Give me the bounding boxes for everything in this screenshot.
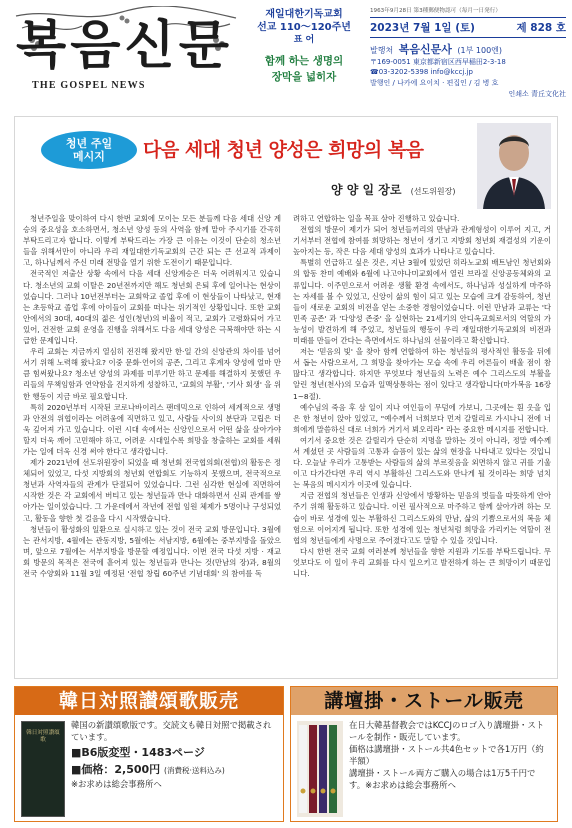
paragraph: 저는 '믿음의 빛' 을 찾아 함께 연합하여 하는 청년들의 평사적인 활동을 뒤에서 돕는 사람으로서, 그 희망을 찾아가는 모습 속에 우리 어른들이 배울 점이 참 많다고 생각합니다. 하지만 무엇보다 청년들의 노력은 예수 그리스도의 부활을 알린 청년(천사)의 모습과 일맥상통하는 점이 있다고 생각합니다(마가복음 16장 1~8절). [293, 347, 551, 401]
article-column-left [23, 213, 281, 579]
portrait-image [477, 123, 551, 209]
motto-label: 표 어 [293, 35, 315, 45]
ad-description-3: 講壇掛・ストール両方ご購入の場合は1万5千円です。※お求めは総会事務所へ [349, 768, 536, 790]
masthead [0, 0, 572, 112]
slogan-line-1: 함께 하는 생명의 [264, 55, 344, 67]
issue-date: 2023년 7월 1일 (토) [370, 22, 475, 34]
church-name: 재일대한기독교회 [265, 9, 343, 20]
publisher-label: 발행처 [370, 46, 394, 55]
paragraph: 우리 교회는 지금까지 열심히 전진해 왔지만 한·일 간의 신앙관의 차이를 넘어 서기 위해 노력해 왔나요? 이중 문화·언어의 공존, 그리고 후계자 양성에 얼마 만큼 힘써왔나요? 청소년 양성의 과제를 미루기만 하고 문제를 해결하지 못했던 우리들의 무책임함과 연약함을 진지하게 성찰하고, '교회의 부활', '기사 회생' 을 위한 행동이 지금 바로 필요합니다. [23, 347, 281, 401]
ad-body [349, 719, 551, 791]
stole-image [297, 721, 343, 817]
price-label: ■価格：2,500円 [71, 763, 161, 776]
paragraph: 지금 전협의 청년들은 인생과 신앙에서 방황하는 믿음의 벗들을 따뜻하게 안아주기 위해 활동하고 있습니다. 이런 필사적으로 마주하고 함께 살아가려 하는 모습이 바로 성경에 있는 부활하신 그리스도와의 만남, 삶의 기쁨으로서의 복음 체험으로 이어지게 됩니다. 또한 성경에 있는 청년처럼 희망을 가리키는 역할이 전협의 청년들에게 사명으로 주어졌다고도 말할 수 있을 것입니다. [293, 491, 551, 545]
stoles-picture [297, 721, 343, 817]
author-line [331, 179, 455, 198]
ad-spec-price [71, 762, 277, 778]
ad-body [71, 719, 277, 790]
ad-title: 講壇掛・ストール販売 [291, 687, 557, 715]
ad-description-2: 価格は講壇掛・ストール共4色セットで各1万円（約半額） [349, 744, 544, 766]
contact: ☎03-3202-5398 info@kccj.jp [370, 68, 473, 76]
publisher-name: 복음신문사 [398, 43, 452, 56]
headline: 다음 세대 청년 양성은 희망의 복음 [143, 139, 424, 161]
ad-spec-size: ■B6版変型・1483ページ [71, 746, 205, 759]
paragraph: 청년들이 활성화의 일환으로 실시하고 있는 것이 전국 교회 방문입니다. 3월에는 관서지방, 4월에는 관동지방, 5월에는 서남지방, 6월에는 중부지방을 돌았으며, 앞으로 7월에는 서부지방을 방문할 예정입니다. 이번 전국 다섯 지방 · 재교회 방문의 목적은 전국에 흩어져 있는 청년들과 만나는 것(만남의 장)과, 8월의 전국 수양회와 11월 3일 예정된 '전협 창립 60주년 기념대회' 의 참여를 독 [23, 524, 281, 578]
slogan-line-2: 장막을 넓히자 [271, 71, 337, 83]
author-name: 양 양 일 장로 [331, 183, 402, 197]
publication-info [370, 6, 566, 106]
paragraph: 제가 2021년에 선도위원장이 되었을 때 청년회 전국협의회(전협)의 활동은 정체되어 있었고, 다섯 지방회의 청년회 연합회도 기능하지 못했으며, 전국적으로 청년과 사역자들의 관계가 단절되어 있었습니다. 그런 심각한 현실에 직면하여 시작한 것은 각 교회에서 버티고 있는 청년들과 만나 대화하면서 신뢰 관계를 쌓아가는 일이었습니다. 그 가운데에서 작년에 전협 임원 체제가 5명이나 구성되었고, 활동을 향한 첫 걸음을 다시 시작했습니다. [23, 458, 281, 523]
staff-line: 발행인 / 나카에 요이치 · 편집인 / 김 병 호 [370, 79, 499, 87]
youth-sunday-badge [41, 131, 137, 169]
price-note: (消費税·送料込み) [164, 766, 225, 775]
ad-order-note: ※お求めは総会事務所へ [71, 779, 162, 789]
hymnal-sale-ad [14, 686, 284, 822]
issue-date-line [370, 17, 566, 38]
paragraph: 전국적인 저출산 상황 속에서 다음 세대 신앙계승은 더욱 어려워지고 있습니다. 청소년의 교회 이탈은 20년전까지만 해도 청년회 은퇴 후에 일어나는 현상이었습니다. 그러나 10년전부터는 교회학교 졸업 후에 이 현상들이 나타났고, 현재는 초등학교 졸업 후에 아이들이 교회를 떠나는 위기적인 상황입니다. 또한 교회 안에서의 30대, 40대의 젊은 성인(청년)의 비율이 적고, 교회가 고령화되어 가고 있어, 건전한 교회 운영을 진행을 위해서도 다음 세대 양성은 극복해야만 하는 시급한 문제입니다. [23, 269, 281, 346]
badge-line-1: 청년 주일 [65, 137, 113, 150]
printer: 인쇄소 青丘文化社 [508, 90, 566, 98]
author-role: (선도위원장) [410, 187, 456, 196]
ad-description: 韓国の新讃頌歌版です。交読文も韓日対照で掲載されています。 [71, 720, 272, 742]
ad-title: 韓日対照讃頌歌販売 [15, 687, 283, 715]
registration-note: 1963年9月28日 第3種郵便物認可（毎月一日発行） [370, 8, 501, 14]
newspaper-subtitle: THE GOSPEL NEWS [32, 80, 146, 91]
anniversary-line: 선교 110〜120주년 [257, 22, 351, 33]
hymnal-book-image [21, 721, 65, 817]
price: (1부 100엔) [457, 46, 503, 55]
badge-line-2: 메시지 [73, 150, 105, 163]
article-column-right [293, 213, 551, 579]
logo [10, 6, 238, 90]
paragraph: 다시 한번 전국 교회 여러분께 청년들을 향한 지원과 기도를 부탁드립니다. 무엇보다도 이 일이 우리 교회를 다시 일으키고 발전하게 하는 큰 희망이기 때문입니다. [293, 546, 551, 578]
slogan [248, 53, 360, 85]
paragraph: 여기서 중요한 것은 갈릴리가 단순히 지명을 말하는 것이 아니라, 정말 예수께서 계셨던 곳 사람들의 고통과 슬픔이 있는 삶의 현장을 나타내고 있다는 것입니다. 오늘날 우리가 고통받는 사람들의 삶의 부르짖음을 외면하지 않고 귀를 기울이고 다가간다면 우리 역시 부활하신 그리스도와 만나게 될 것이라는 희망 넘치는 복음의 메시지가 이곳에 있습니다. [293, 435, 551, 490]
paragraph: 려하고 연합하는 일을 목표 삼아 진행하고 있습니다. [293, 214, 460, 223]
main-article [14, 116, 558, 679]
newspaper-title: 복음신문 [16, 15, 233, 76]
issue-number: 제 828 호 [516, 22, 566, 34]
paragraph: 예수님의 죽음 후 삼 일이 지나 여인들이 무덤에 가보니, 그곳에는 흰 옷을 입은 한 청년이 앉아 있었고, "예수께서 너희보다 먼저 갈릴리로 가시나니 전에 너희에게 말씀하신 대로 너희가 거기서 뵈오리라" 라는 중요한 메시지를 전합니다. [293, 402, 551, 434]
book-cover-title: 韓日対照讃頌歌 [26, 730, 60, 743]
ad-description-1: 在日大韓基督教会ではKCCJのロゴ入り講壇掛・ストールを制作・販売しています。 [349, 720, 545, 742]
stole-sale-ad [290, 686, 558, 822]
publisher-line [370, 41, 566, 57]
paragraph: 특히 2020년부터 시작된 코로나바이러스 팬데믹으로 인하여 세계적으로 생명과 안전의 위협이라는 어려움에 직면하고 있고, 사람들 사이의 분단과 고립은 더욱 깊어져 가고 있습니다. 이런 시대 속에서는 신앙인으로서 어떤 삶을 살아가야 할지 더욱 깨어 고민해야 하고, 어려운 시대일수록 희망을 창출하는 교회를 세워가는 일에 더욱 신경 써야 한다고 생각합니다. [23, 402, 281, 456]
author-photo [477, 123, 551, 209]
paragraph: 청년주일을 맞이하여 다시 한번 교회에 모이는 모든 분들께 다음 세대 신앙 계승의 중요성을 호소하면서, 청소년 양성 등의 사역을 함께 맡아 주시기를 간곡히 부탁드리고자 합니다. 이렇게 부탁드리는 가장 큰 이유는 이것이 단순히 청소년들을 위해서만이 아니라 우리 재일대한기독교회의 근간 되는 큰 선교적 과제이고, 하나님께서 주신 미래 전망을 열기 위한 도전이기 때문입니다. [23, 214, 281, 268]
address: 〒169-0051 東京都新宿区西早稲田2-3-18 [370, 58, 506, 66]
motto-box [248, 8, 360, 100]
article-body [23, 213, 551, 579]
paragraph: 특별히 언급하고 싶은 것은, 지난 3월에 있었던 히라노교회 배트남인 청년회와의 합동 찬미 예배와 6월에 나고야나미교회에서 열린 브라질 신앙공동체와의 교류입니다. 이주민으로서 어려운 생활 환경 속에서도, 하나님과 성실하게 마주하는 자세를 볼 수 있었고, 신앙이 삶의 힘이 되고 있는 모습에 크게 감동하여, 청년들이 새로운 교회의 비전을 얻는 소중한 경험이었습니다. 이런 만남과 교류는 '다민족 공존' 과 '다양성 존중' 을 실현하는 21세기의 안디옥교회로서의 역할의 가능성이 발견하게 해 주었고, 청년들의 행동이 우리 재일대한기독교회의 비전과 미래를 만들어 간다는 측면에서도 하나님의 선물이라고 확신합니다. [293, 258, 551, 346]
paragraph: 전협의 방문이 제기가 되어 청년들끼리의 만남과 관계형성이 이루어 지고, 거기서부터 전협에 참여를 희망하는 청년이 생기고 지방회 청년회 재결성의 기운이 높아지는 등, 작은 다음 세대 양성의 효과가 나타나고 있습니다. [293, 225, 551, 257]
